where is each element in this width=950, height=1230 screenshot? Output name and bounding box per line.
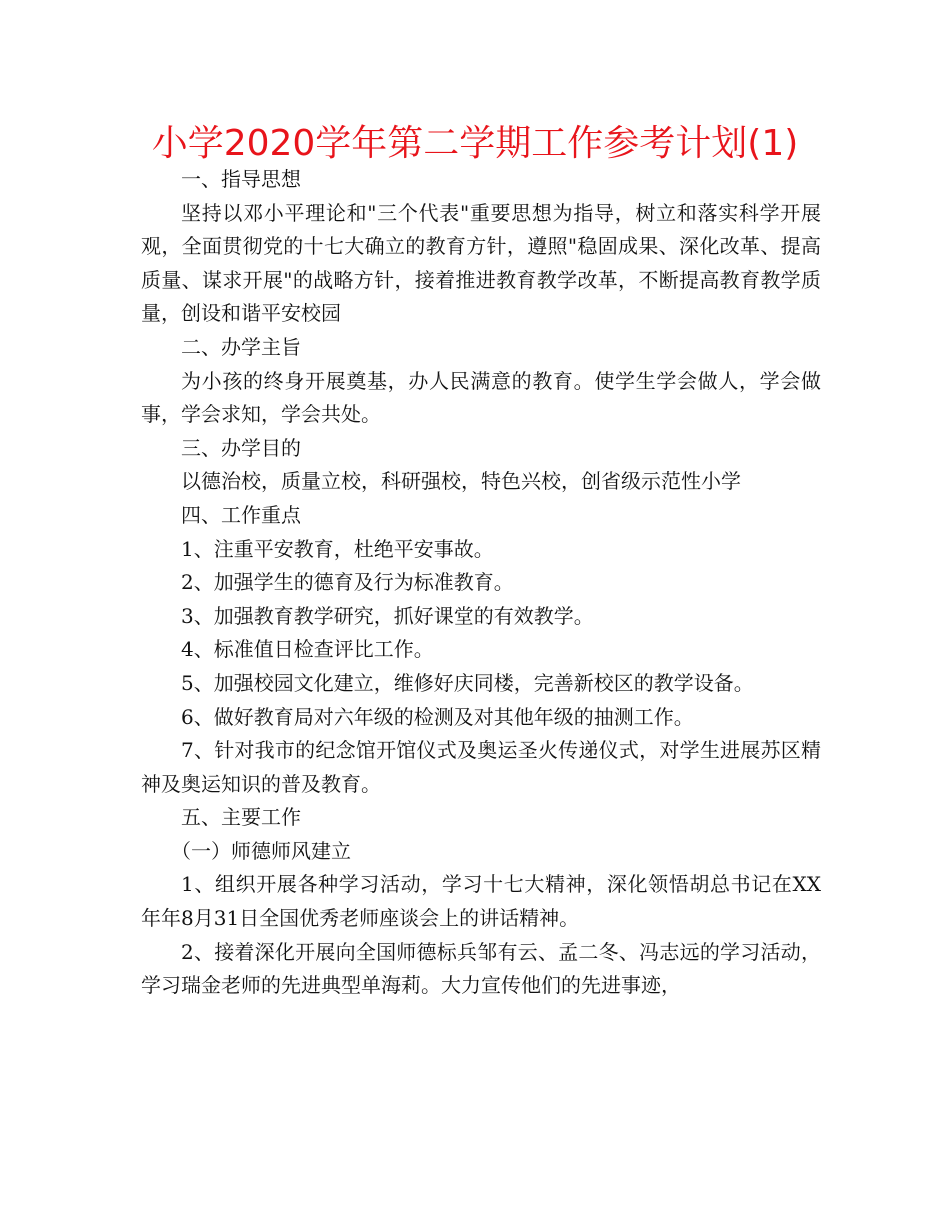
paragraph-guiding-ideology: 坚持以邓小平理论和"三个代表"重要思想为指导，树立和落实科学开展观，全面贯彻党的十七大确立的教育方针，遵照"稳固成果、深化改革、提高质量、谋求开展"的战略方针，接着推进教育教学改革，不断提高教育教学质量，创设和谐平安校园 [141,200,821,326]
list-item-ethics-2: 2、接着深化开展向全国师德标兵邹有云、孟二冬、冯志远的学习活动，学习瑞金老师的先进典型单海莉。大力宣传他们的先进事迹， [141,939,821,998]
section-heading-work-focus: 四、工作重点 [181,502,301,527]
section-heading-school-purpose: 二、办学主旨 [181,334,301,359]
list-item-focus-4: 4、标准值日检查评比工作。 [181,637,434,662]
document-title: 小学2020学年第二学期工作参考计划(1) [151,123,799,164]
paragraph-school-purpose: 为小孩的终身开展奠基，办人民满意的教育。使学生学会做人，学会做事，学会求知，学会共处。 [141,368,821,427]
section-heading-guiding-ideology: 一、指导思想 [181,167,301,191]
list-item-focus-3: 3、加强教育教学研究，抓好课堂的有效教学。 [181,603,594,628]
subsection-heading-teacher-ethics: （一）师德师风建立 [171,838,351,863]
document-body [141,163,821,1003]
paragraph-school-goal: 以德治校，质量立校，科研强校，特色兴校，创省级示范性小学 [181,469,741,494]
list-item-focus-1: 1、注重平安教育，杜绝平安事故。 [181,536,494,561]
list-item-focus-2: 2、加强学生的德育及行为标准教育。 [181,570,514,595]
list-item-ethics-1: 1、组织开展各种学习活动，学习十七大精神，深化领悟胡总书记在XX年年8月31日全国优秀老师座谈会上的讲话精神。 [141,872,821,931]
list-item-focus-5: 5、加强校园文化建立，维修好庆同楼，完善新校区的教学设备。 [181,670,754,695]
list-item-focus-7: 7、针对我市的纪念馆开馆仪式及奥运圣火传递仪式，对学生进展苏区精神及奥运知识的普及教育。 [141,738,821,796]
list-item-focus-6: 6、做好教育局对六年级的检测及对其他年级的抽测工作。 [181,704,694,729]
section-heading-school-goal: 三、办学目的 [181,435,301,460]
section-heading-main-work: 五、主要工作 [181,805,301,830]
